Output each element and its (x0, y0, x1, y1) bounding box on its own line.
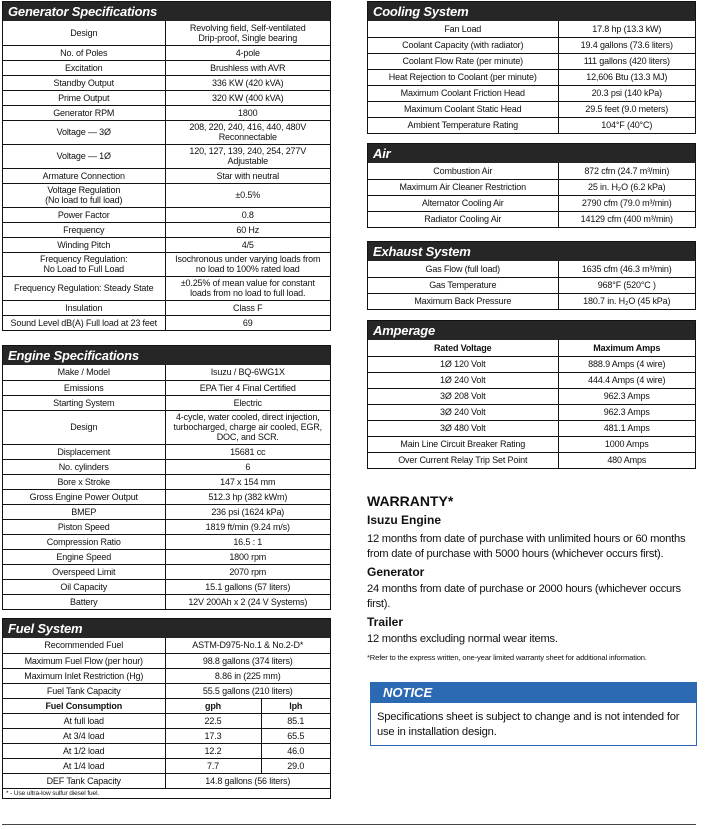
spec-label: Recommended Fuel (3, 638, 165, 653)
spec-label: At 1/2 load (3, 743, 165, 758)
table-row (3, 638, 330, 653)
table-row (3, 474, 330, 489)
spec-value: 69 (165, 315, 330, 330)
spec-label: Maximum Inlet Restriction (Hg) (3, 668, 165, 683)
spec-value: Isuzu / BQ-6WG1X (165, 365, 330, 380)
table-row (368, 21, 695, 37)
spec-value: Isochronous under varying loads from no load to 100% rated load (165, 252, 330, 276)
warranty-generator-text: 24 months from date of purchase or 2000 hours (whichever occurs first). (367, 583, 681, 610)
table-row (3, 713, 330, 728)
spec-label: At 1/4 load (3, 758, 165, 773)
spec-value: 208, 220, 240, 416, 440, 480V Reconnectable (165, 120, 330, 144)
spec-value: 15.1 gallons (57 liters) (165, 579, 330, 594)
spec-label: Battery (3, 594, 165, 609)
table-row (3, 75, 330, 90)
spec-value: 1800 (165, 105, 330, 120)
air-table (368, 163, 695, 227)
spec-value: EPA Tier 4 Final Certified (165, 380, 330, 395)
table-row (3, 743, 330, 758)
table-row (3, 90, 330, 105)
spec-label: Maximum Back Pressure (368, 293, 558, 309)
table-row (3, 222, 330, 237)
spec-label: Emissions (3, 380, 165, 395)
table-row (368, 53, 695, 69)
spec-value: 1000 Amps (558, 436, 695, 452)
amperage-table (368, 340, 695, 468)
spec-label: Insulation (3, 300, 165, 315)
spec-label: Combustion Air (368, 163, 558, 179)
air-section (367, 143, 696, 228)
spec-value: ±0.25% of mean value for constant loads from no load to full load. (165, 276, 330, 300)
spec-value: 111 gallons (420 liters) (558, 53, 695, 69)
spec-value: 968°F (520°C ) (558, 277, 695, 293)
spec-label: Design (3, 410, 165, 444)
table-row (368, 163, 695, 179)
spec-label: 1Ø 240 Volt (368, 372, 558, 388)
spec-label: Generator RPM (3, 105, 165, 120)
spec-value: 1635 cfm (46.3 m³/min) (558, 261, 695, 277)
table-row (3, 183, 330, 207)
generator-specifications (2, 1, 331, 331)
spec-label: Maximum Fuel Flow (per hour) (3, 653, 165, 668)
exhaust-system (367, 241, 696, 310)
spec-label: Piston Speed (3, 519, 165, 534)
spec-label: Main Line Circuit Breaker Rating (368, 436, 558, 452)
warranty-trailer-label: Trailer (367, 615, 404, 629)
generator-table (3, 21, 330, 330)
spec-label: Sound Level dB(A) Full load at 23 feet (3, 315, 165, 330)
spec-label: Compression Ratio (3, 534, 165, 549)
warranty-section (367, 492, 697, 663)
spec-value: 480 Amps (558, 452, 695, 468)
table-row (368, 211, 695, 227)
spec-value: 25 in. H₂O (6.2 kPa) (558, 179, 695, 195)
spec-value: 4-pole (165, 45, 330, 60)
spec-value: 336 KW (420 kVA) (165, 75, 330, 90)
cooling-system-title: Cooling System (368, 2, 695, 21)
column-header: Fuel Consumption (3, 698, 165, 713)
spec-label: Make / Model (3, 365, 165, 380)
table-row (3, 653, 330, 668)
bottom-divider (2, 824, 696, 825)
spec-value: 0.8 (165, 207, 330, 222)
table-row (368, 195, 695, 211)
spec-label: Oil Capacity (3, 579, 165, 594)
spec-value: Revolving field, Self-ventilated Drip-proof, Single bearing (165, 21, 330, 45)
spec-label: Design (3, 21, 165, 45)
spec-value: 7.7 (165, 758, 261, 773)
spec-value: 4-cycle, water cooled, direct injection, turbocharged, charge air cooled, EGR, DOC, and SCR. (165, 410, 330, 444)
right-column (367, 0, 696, 469)
engine-table (3, 365, 330, 609)
table-row (3, 410, 330, 444)
table-row (3, 579, 330, 594)
fuel-system-title: Fuel System (3, 619, 330, 638)
spec-value: 17.8 hp (13.3 kW) (558, 21, 695, 37)
table-row (368, 293, 695, 309)
table-row (368, 117, 695, 133)
amperage-header (368, 340, 695, 356)
spec-label: 1Ø 120 Volt (368, 356, 558, 372)
exhaust-table (368, 261, 695, 309)
spec-label: DEF Tank Capacity (3, 773, 165, 788)
spec-label: At 3/4 load (3, 728, 165, 743)
spec-label: Fuel Tank Capacity (3, 683, 165, 698)
spec-label: Voltage Regulation (No load to full load) (3, 183, 165, 207)
spec-value: 65.5 (261, 728, 330, 743)
table-row (3, 594, 330, 609)
spec-value: 962.3 Amps (558, 404, 695, 420)
spec-value: 14129 cfm (400 m³/min) (558, 211, 695, 227)
spec-label: Alternator Cooling Air (368, 195, 558, 211)
spec-value: 4/5 (165, 237, 330, 252)
notice-title: NOTICE (371, 683, 696, 703)
table-row (3, 252, 330, 276)
spec-label: 3Ø 208 Volt (368, 388, 558, 404)
table-row (3, 365, 330, 380)
left-column (2, 0, 331, 799)
spec-label: Excitation (3, 60, 165, 75)
table-row (3, 380, 330, 395)
spec-value: 962.3 Amps (558, 388, 695, 404)
spec-value: 60 Hz (165, 222, 330, 237)
table-row (3, 773, 330, 788)
table-row (368, 372, 695, 388)
spec-value: 29.0 (261, 758, 330, 773)
spec-value: 512.3 hp (382 kWm) (165, 489, 330, 504)
spec-label: Frequency Regulation: Steady State (3, 276, 165, 300)
spec-label: Power Factor (3, 207, 165, 222)
table-row (3, 395, 330, 410)
column-header: Maximum Amps (558, 340, 695, 356)
generator-specifications-title: Generator Specifications (3, 2, 330, 21)
spec-value: 12,606 Btu (13.3 MJ) (558, 69, 695, 85)
fuel-note: * - Use ultra-low sulfur diesel fuel. (3, 788, 330, 798)
table-row (3, 45, 330, 60)
spec-label: No. of Poles (3, 45, 165, 60)
table-row (3, 564, 330, 579)
spec-value: 46.0 (261, 743, 330, 758)
spec-value: 12.2 (165, 743, 261, 758)
table-row (3, 168, 330, 183)
table-row (3, 683, 330, 698)
spec-label: 3Ø 480 Volt (368, 420, 558, 436)
fuel-consumption-header (3, 698, 330, 713)
spec-value: 29.5 feet (9.0 meters) (558, 101, 695, 117)
spec-label: Maximum Coolant Friction Head (368, 85, 558, 101)
spec-label: Engine Speed (3, 549, 165, 564)
spec-label: Gross Engine Power Output (3, 489, 165, 504)
spec-label: Gas Flow (full load) (368, 261, 558, 277)
table-row (368, 261, 695, 277)
spec-value: 888.9 Amps (4 wire) (558, 356, 695, 372)
spec-label: Over Current Relay Trip Set Point (368, 452, 558, 468)
table-row (3, 668, 330, 683)
exhaust-system-title: Exhaust System (368, 242, 695, 261)
table-row (3, 549, 330, 564)
spec-value: 1800 rpm (165, 549, 330, 564)
spec-value: 104°F (40°C) (558, 117, 695, 133)
table-row (3, 60, 330, 75)
table-row (3, 459, 330, 474)
spec-value: 20.3 psi (140 kPa) (558, 85, 695, 101)
spec-label: Winding Pitch (3, 237, 165, 252)
table-row (3, 300, 330, 315)
spec-label: Coolant Flow Rate (per minute) (368, 53, 558, 69)
spec-label: Heat Rejection to Coolant (per minute) (368, 69, 558, 85)
spec-label: Overspeed Limit (3, 564, 165, 579)
spec-label: Voltage — 1Ø (3, 144, 165, 168)
spec-value: 1819 ft/min (9.24 m/s) (165, 519, 330, 534)
spec-value: Brushless with AVR (165, 60, 330, 75)
spec-label: Maximum Air Cleaner Restriction (368, 179, 558, 195)
engine-specifications (2, 345, 331, 610)
spec-label: Starting System (3, 395, 165, 410)
table-row (368, 179, 695, 195)
table-row (368, 69, 695, 85)
spec-label: Radiator Cooling Air (368, 211, 558, 227)
table-row (3, 237, 330, 252)
fuel-system (2, 618, 331, 799)
notice-text: Specifications sheet is subject to change and is not intended for use in installation design. (377, 711, 680, 738)
warranty-generator-label: Generator (367, 565, 425, 579)
spec-label: Ambient Temperature Rating (368, 117, 558, 133)
engine-specifications-title: Engine Specifications (3, 346, 330, 365)
table-row (368, 420, 695, 436)
spec-label: No. cylinders (3, 459, 165, 474)
spec-value: ASTM-D975-No.1 & No.2-D* (165, 638, 330, 653)
spec-value: 14.8 gallons (56 liters) (165, 773, 330, 788)
table-row (368, 388, 695, 404)
spec-value: 16.5 : 1 (165, 534, 330, 549)
table-row (3, 758, 330, 773)
spec-label: Frequency Regulation: No Load to Full Load (3, 252, 165, 276)
spec-value: Class F (165, 300, 330, 315)
cooling-table (368, 21, 695, 133)
spec-value: 872 cfm (24.7 m³/min) (558, 163, 695, 179)
spec-value: 8.86 in (225 mm) (165, 668, 330, 683)
spec-label: Bore x Stroke (3, 474, 165, 489)
spec-value: 15681 cc (165, 444, 330, 459)
spec-value: ±0.5% (165, 183, 330, 207)
table-row (368, 436, 695, 452)
table-row (3, 504, 330, 519)
amperage-section (367, 320, 696, 469)
amperage-title: Amperage (368, 321, 695, 340)
table-row (368, 277, 695, 293)
warranty-trailer-text: 12 months excluding normal wear items. (367, 633, 558, 645)
table-row (368, 85, 695, 101)
spec-label: At full load (3, 713, 165, 728)
warranty-engine-label: Isuzu Engine (367, 513, 442, 527)
spec-value: 120, 127, 139, 240, 254, 277V Adjustable (165, 144, 330, 168)
spec-label: Frequency (3, 222, 165, 237)
spec-value: 85.1 (261, 713, 330, 728)
spec-value: 22.5 (165, 713, 261, 728)
column-header: gph (165, 698, 261, 713)
cooling-system (367, 1, 696, 134)
table-row (3, 444, 330, 459)
table-row (3, 489, 330, 504)
spec-label: Coolant Capacity (with radiator) (368, 37, 558, 53)
spec-value: 6 (165, 459, 330, 474)
table-row (368, 356, 695, 372)
table-row (368, 452, 695, 468)
spec-value: Star with neutral (165, 168, 330, 183)
spec-label: Standby Output (3, 75, 165, 90)
column-header: lph (261, 698, 330, 713)
table-row (368, 404, 695, 420)
spec-label: Fan Load (368, 21, 558, 37)
spec-value: 2070 rpm (165, 564, 330, 579)
spec-value: 17.3 (165, 728, 261, 743)
table-row (368, 37, 695, 53)
table-row (368, 101, 695, 117)
table-row (3, 120, 330, 144)
spec-value: 2790 cfm (79.0 m³/min) (558, 195, 695, 211)
spec-label: 3Ø 240 Volt (368, 404, 558, 420)
spec-value: 55.5 gallons (210 liters) (165, 683, 330, 698)
spec-label: Gas Temperature (368, 277, 558, 293)
spec-label: Maximum Coolant Static Head (368, 101, 558, 117)
spec-value: 236 psi (1624 kPa) (165, 504, 330, 519)
table-row (3, 105, 330, 120)
table-row (3, 728, 330, 743)
fuel-table (3, 638, 330, 788)
spec-value: 444.4 Amps (4 wire) (558, 372, 695, 388)
spec-value: 320 KW (400 kVA) (165, 90, 330, 105)
spec-value: Electric (165, 395, 330, 410)
spec-label: Prime Output (3, 90, 165, 105)
column-header: Rated Voltage (368, 340, 558, 356)
table-row (3, 519, 330, 534)
warranty-title: WARRANTY* (367, 493, 454, 509)
spec-value: 98.8 gallons (374 liters) (165, 653, 330, 668)
table-row (3, 207, 330, 222)
notice-box (370, 682, 697, 746)
spec-label: Voltage — 3Ø (3, 120, 165, 144)
spec-label: BMEP (3, 504, 165, 519)
warranty-footnote: *Refer to the express written, one-year limited warranty sheet for additional information. (367, 653, 647, 662)
table-row (3, 144, 330, 168)
spec-value: 12V 200Ah x 2 (24 V Systems) (165, 594, 330, 609)
spec-value: 481.1 Amps (558, 420, 695, 436)
table-row (3, 21, 330, 45)
table-row (3, 315, 330, 330)
table-row (3, 534, 330, 549)
table-row (3, 276, 330, 300)
spec-value: 180.7 in. H₂O (45 kPa) (558, 293, 695, 309)
warranty-engine-text: 12 months from date of purchase with unlimited hours or 60 months from date of purchase with 5000 hours (whichever occurs first). (367, 533, 686, 560)
air-title: Air (368, 144, 695, 163)
spec-value: 147 x 154 mm (165, 474, 330, 489)
spec-value: 19.4 gallons (73.6 liters) (558, 37, 695, 53)
spec-label: Displacement (3, 444, 165, 459)
spec-label: Armature Connection (3, 168, 165, 183)
